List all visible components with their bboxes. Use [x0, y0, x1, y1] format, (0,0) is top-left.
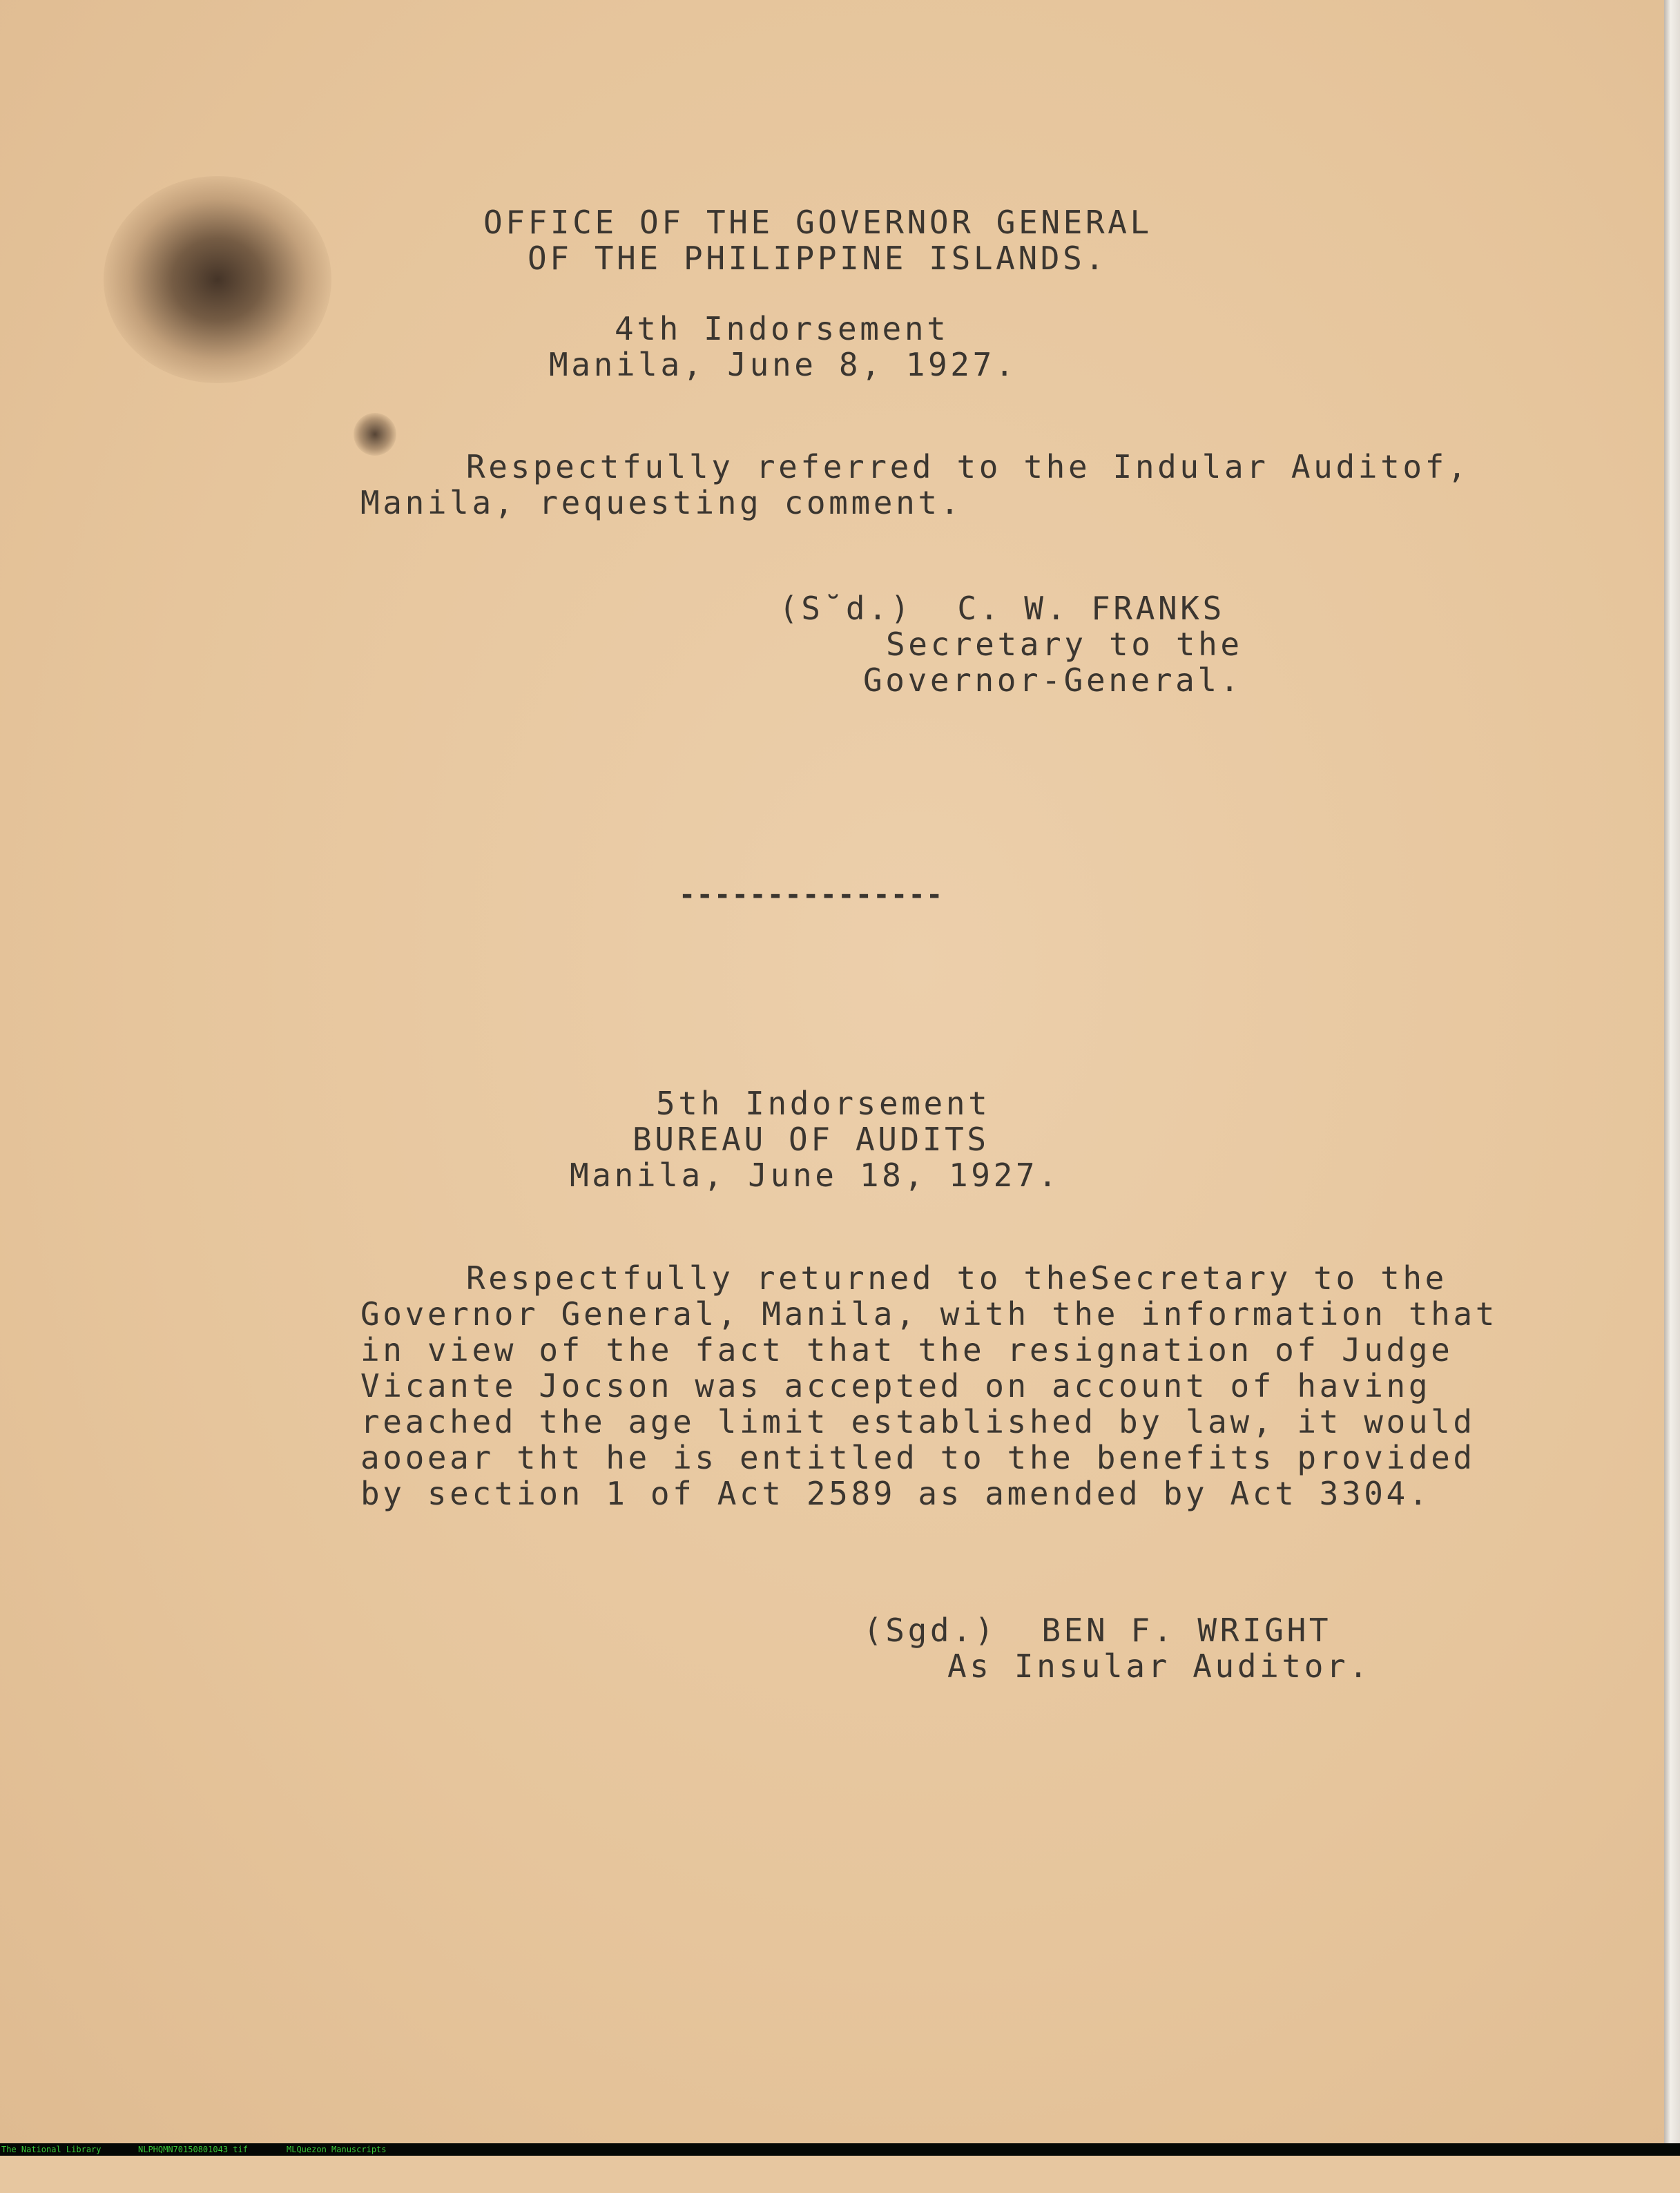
indorsement-4-body-line-1: Respectfully referred to the Indular Auditof, [466, 448, 1470, 485]
archive-footer-bar [0, 2143, 1680, 2156]
indorsement-4-body-line-2: Manila, requesting comment. [360, 484, 963, 521]
indorsement-5-signature-line-1: (Sgd.) BEN F. WRIGHT [863, 1612, 1332, 1649]
indorsement-5-body-line-1: Respectfully returned to theSecretary to the [466, 1259, 1447, 1297]
indorsement-4-signature-line-3: Governor-General. [863, 661, 1243, 699]
footer-library-name: The National Library [1, 2145, 102, 2154]
indorsement-5-office: BUREAU OF AUDITS [633, 1121, 989, 1158]
indorsement-4-signature-line-2: Secretary to the [886, 626, 1243, 663]
indorsement-5-signature-line-2: As Insular Auditor. [947, 1648, 1371, 1685]
office-header-line-1: OFFICE OF THE GOVERNOR GENERAL [483, 204, 1152, 241]
section-separator: --------------- [679, 879, 944, 911]
page-edge-strip [1664, 0, 1680, 2143]
indorsement-5-body-line-7: by section 1 of Act 2589 as amended by Act 3304. [360, 1475, 1431, 1512]
indorsement-4-title: 4th Indorsement [615, 310, 949, 347]
indorsement-5-body-line-3: in view of the fact that the resignation of Judge [360, 1331, 1454, 1369]
indorsement-4-signature-line-1: (S˘d.) C. W. FRANKS [779, 590, 1225, 627]
footer-file-name: NLPHQMN70150801043 tif [138, 2145, 248, 2154]
footer-collection-name: MLQuezon Manuscripts [287, 2145, 387, 2154]
indorsement-4-place-date: Manila, June 8, 1927. [549, 346, 1018, 383]
indorsement-5-title: 5th Indorsement [656, 1085, 991, 1122]
indorsement-5-body-line-2: Governor General, Manila, with the information that [360, 1295, 1498, 1333]
indorsement-5-body-line-4: Vicante Jocson was accepted on account of having [360, 1367, 1431, 1404]
indorsement-5-body-line-6: aooear tht he is entitled to the benefits provided [360, 1439, 1476, 1476]
indorsement-5-body-line-5: reached the age limit established by law, it would [360, 1403, 1476, 1440]
burn-stain [104, 176, 331, 383]
burn-stain-small [354, 413, 396, 456]
indorsement-5-place-date: Manila, June 18, 1927. [570, 1157, 1061, 1194]
office-header-line-2: OF THE PHILIPPINE ISLANDS. [528, 240, 1108, 277]
